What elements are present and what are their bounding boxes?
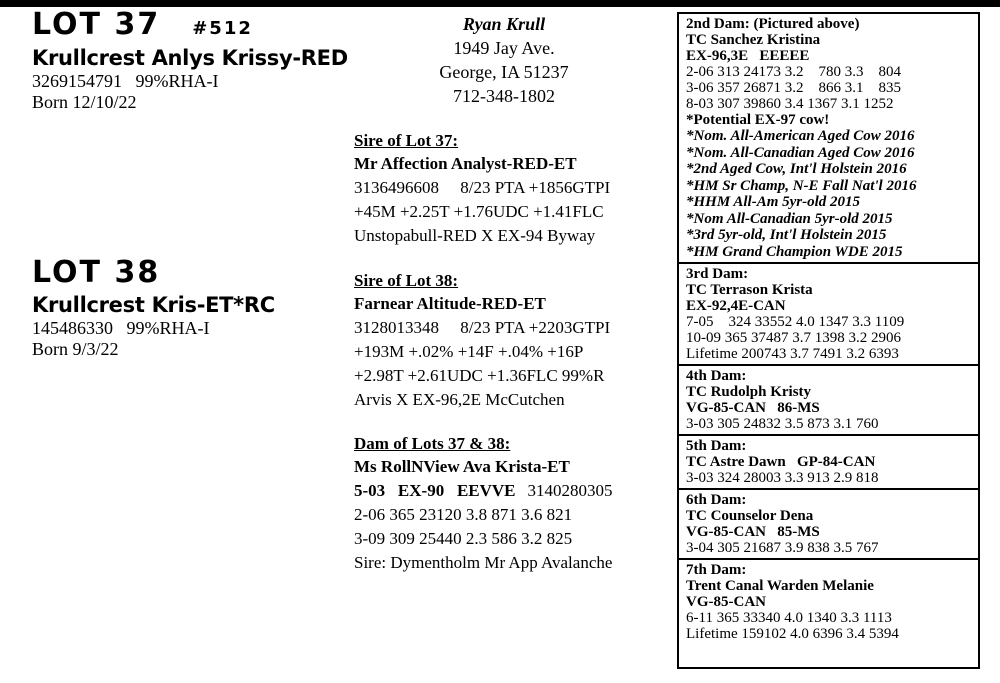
second-dam-award: *HM Sr Champ, N-E Fall Nat'l 2016: [686, 177, 917, 194]
lot-37-block: [32, 7, 352, 113]
fourth-dam-section: [679, 366, 978, 436]
sire-lot-38-line: +2.98T +2.61UDC +1.36FLC 99%R: [354, 366, 605, 385]
consignor-name: Ryan Krull: [462, 14, 546, 34]
lot-37-name: Krullcrest Anlys Krissy-RED: [32, 46, 348, 70]
dam-section: [354, 433, 672, 575]
dam-name: Ms RollNView Ava Krista-ET: [354, 457, 570, 476]
dam-sire-line: Sire: Dymentholm Mr App Avalanche: [354, 553, 613, 572]
lot-37-number: #512: [192, 18, 253, 39]
sire-lot-38-line: +193M +.02% +14F +.04% +16P: [354, 342, 584, 361]
fifth-dam-heading: 5th Dam:: [686, 438, 747, 454]
seventh-dam-heading: 7th Dam:: [686, 562, 747, 578]
lot-37-registration: 3269154791 99%RHA-I: [32, 71, 219, 91]
third-dam-record: 10-09 365 37487 3.7 1398 3.2 2906: [686, 330, 901, 346]
consignor-block: [404, 12, 604, 108]
fifth-dam-name: TC Astre Dawn GP-84-CAN: [686, 454, 876, 470]
dam-record-line: 3-09 309 25440 2.3 586 3.2 825: [354, 529, 573, 548]
sire-lot-38-heading: Sire of Lot 38:: [354, 271, 459, 290]
second-dam-record: 8-03 307 39860 3.4 1367 3.1 1252: [686, 96, 894, 112]
second-dam-award: *Nom. All-American Aged Cow 2016: [686, 128, 915, 144]
seventh-dam-name: Trent Canal Warden Melanie: [686, 578, 874, 594]
sire-lot-38-section: [354, 270, 672, 412]
consignor-city: George, IA 51237: [439, 62, 569, 82]
sire-lot-37-name: Mr Affection Analyst-RED-ET: [354, 154, 577, 173]
seventh-dam-record: 6-11 365 33340 4.0 1340 3.3 1113: [686, 610, 892, 626]
sire-lot-38-name: Farnear Altitude-RED-ET: [354, 294, 546, 313]
third-dam-record: Lifetime 200743 3.7 7491 3.2 6393: [686, 346, 899, 362]
second-dam-heading: 2nd Dam: (Pictured above): [686, 16, 860, 32]
second-dam-classification: EX-96,3E EEEEE: [686, 48, 810, 64]
third-dam-classification: EX-92,4E-CAN: [686, 298, 786, 314]
lot-38-registration: 145486330 99%RHA-I: [32, 318, 210, 338]
second-dam-section: [679, 14, 978, 264]
seventh-dam-classification: VG-85-CAN: [686, 594, 766, 610]
second-dam-award: *HM Grand Champion WDE 2015: [686, 243, 903, 260]
dam-heading: Dam of Lots 37 & 38:: [354, 434, 511, 453]
fifth-dam-record: 3-03 324 28003 3.3 913 2.9 818: [686, 470, 879, 486]
seventh-dam-record: Lifetime 159102 4.0 6396 3.4 5394: [686, 626, 899, 642]
third-dam-name: TC Terrason Krista: [686, 282, 813, 298]
third-dam-heading: 3rd Dam:: [686, 266, 749, 282]
second-dam-name: TC Sanchez Kristina: [686, 32, 821, 48]
sixth-dam-classification: VG-85-CAN 85-MS: [686, 524, 820, 540]
lot-38-born: Born 9/3/22: [32, 339, 119, 359]
second-dam-award: *2nd Aged Cow, Int'l Holstein 2016: [686, 161, 907, 177]
dam-classification-line: [354, 479, 672, 503]
sire-lot-37-line: +45M +2.25T +1.76UDC +1.41FLC: [354, 202, 604, 221]
second-dam-award: *Nom All-Canadian 5yr-old 2015: [686, 210, 893, 227]
pedigree-box: [677, 12, 980, 669]
sixth-dam-section: [679, 490, 978, 560]
fourth-dam-heading: 4th Dam:: [686, 368, 747, 384]
second-dam-potential-note: *Potential EX-97 cow!: [686, 112, 830, 128]
sire-lot-38-line: 3128013348 8/23 PTA +2203GTPI: [354, 318, 611, 337]
fourth-dam-classification: VG-85-CAN 86-MS: [686, 400, 820, 416]
second-dam-record: 3-06 357 26871 3.2 866 3.1 835: [686, 80, 901, 96]
sire-lot-37-heading: Sire of Lot 37:: [354, 131, 459, 150]
third-dam-record: 7-05 324 33552 4.0 1347 3.3 1109: [686, 314, 905, 330]
second-dam-award: *3rd 5yr-old, Int'l Holstein 2015: [686, 227, 887, 243]
sire-lot-37-line: Unstopabull-RED X EX-94 Byway: [354, 226, 596, 245]
dam-registration: 3140280305: [527, 481, 613, 500]
sire-lot-37-line: 3136496608 8/23 PTA +1856GTPI: [354, 178, 611, 197]
lot-38-block: [32, 255, 352, 360]
fifth-dam-section: [679, 436, 978, 490]
third-dam-section: [679, 264, 978, 366]
sixth-dam-name: TC Counselor Dena: [686, 508, 814, 524]
dam-classification: 5-03 EX-90 EEVVE: [354, 481, 516, 500]
second-dam-record: 2-06 313 24173 3.2 780 3.3 804: [686, 64, 901, 80]
top-rule: [0, 0, 1000, 7]
seventh-dam-section: [679, 560, 978, 644]
sire-lot-38-line: Arvis X EX-96,2E McCutchen: [354, 390, 565, 409]
consignor-phone: 712-348-1802: [453, 86, 555, 106]
fourth-dam-record: 3-03 305 24832 3.5 873 3.1 760: [686, 416, 879, 432]
second-dam-award: *Nom. All-Canadian Aged Cow 2016: [686, 144, 915, 161]
lot-38-title: LOT 38: [32, 255, 161, 290]
sixth-dam-heading: 6th Dam:: [686, 492, 747, 508]
lot-38-name: Krullcrest Kris-ET*RC: [32, 293, 275, 317]
lot-37-born: Born 12/10/22: [32, 92, 137, 112]
sire-lot-37-section: [354, 130, 672, 248]
sixth-dam-record: 3-04 305 21687 3.9 838 3.5 767: [686, 540, 879, 556]
second-dam-award: *HHM All-Am 5yr-old 2015: [686, 194, 861, 210]
fourth-dam-name: TC Rudolph Kristy: [686, 384, 812, 400]
consignor-address: 1949 Jay Ave.: [453, 38, 555, 58]
dam-record-line: 2-06 365 23120 3.8 871 3.6 821: [354, 505, 573, 524]
lot-37-title: LOT 37: [32, 7, 161, 42]
